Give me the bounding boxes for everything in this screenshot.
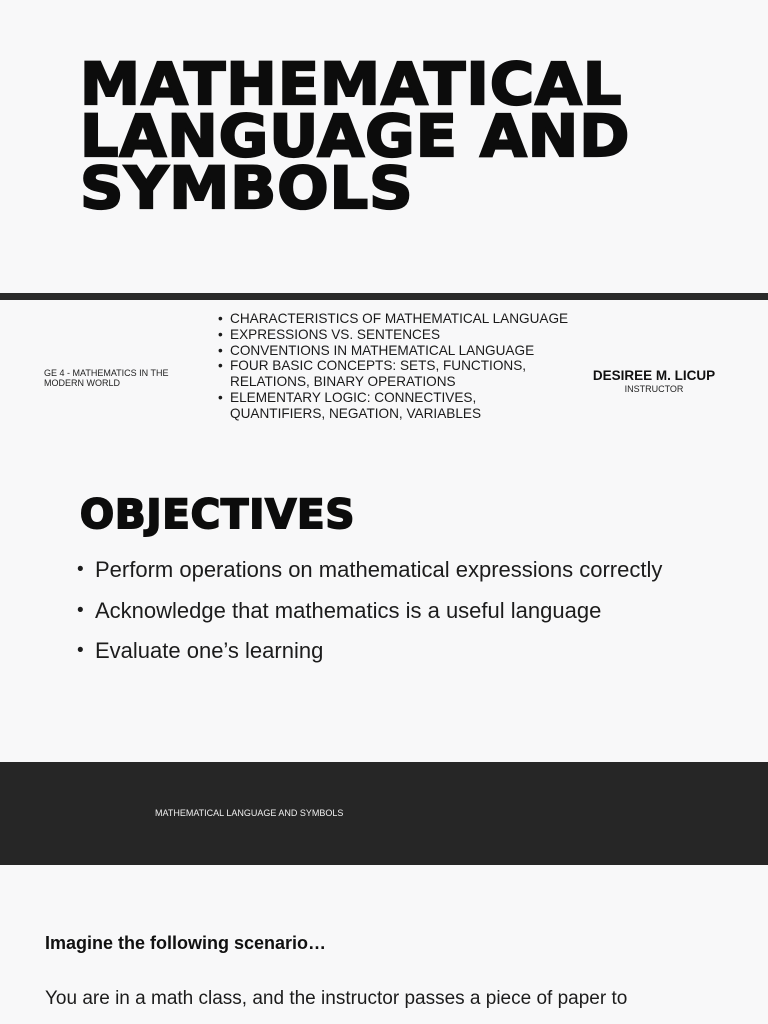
topic-item: • CHARACTERISTICS OF MATHEMATICAL LANGUAGE [214,311,574,327]
topic-item: • CONVENTIONS IN MATHEMATICAL LANGUAGE [214,343,574,359]
objective-item: • Evaluate one’s learning [76,631,676,672]
course-label: GE 4 - MATHEMATICS IN THE MODERN WORLD [44,368,169,388]
section-band [0,762,768,865]
objectives-list [76,550,676,672]
title-line: LANGUAGE AND [80,102,631,170]
instructor-name: DESIREE M. LICUP [592,368,716,383]
topic-item: • EXPRESSIONS VS. SENTENCES [214,327,574,343]
objective-item: • Acknowledge that mathematics is a useful language [76,591,676,632]
topic-item: • ELEMENTARY LOGIC: CONNECTIVES, QUANTIFIERS, NEGATION, VARIABLES [214,390,574,422]
scenario-heading: Imagine the following scenario… [45,933,327,953]
topic-item: • FOUR BASIC CONCEPTS: SETS, FUNCTIONS, RELATIONS, BINARY OPERATIONS [214,358,574,390]
topics-list [214,311,574,422]
objective-item: • Perform operations on mathematical expressions correctly [76,550,676,591]
objectives-heading: OBJECTIVES [80,492,356,538]
divider-rule [0,293,768,300]
title-line: MATHEMATICAL [80,50,623,118]
instructor-role: INSTRUCTOR [624,384,684,394]
section-band-label: MATHEMATICAL LANGUAGE AND SYMBOLS [155,808,344,818]
document-title [80,50,631,222]
scenario-paragraph: You are in a math class, and the instructor passes a piece of paper to [45,988,628,1009]
title-line: SYMBOLS [80,154,414,222]
instructor-block [584,368,724,394]
